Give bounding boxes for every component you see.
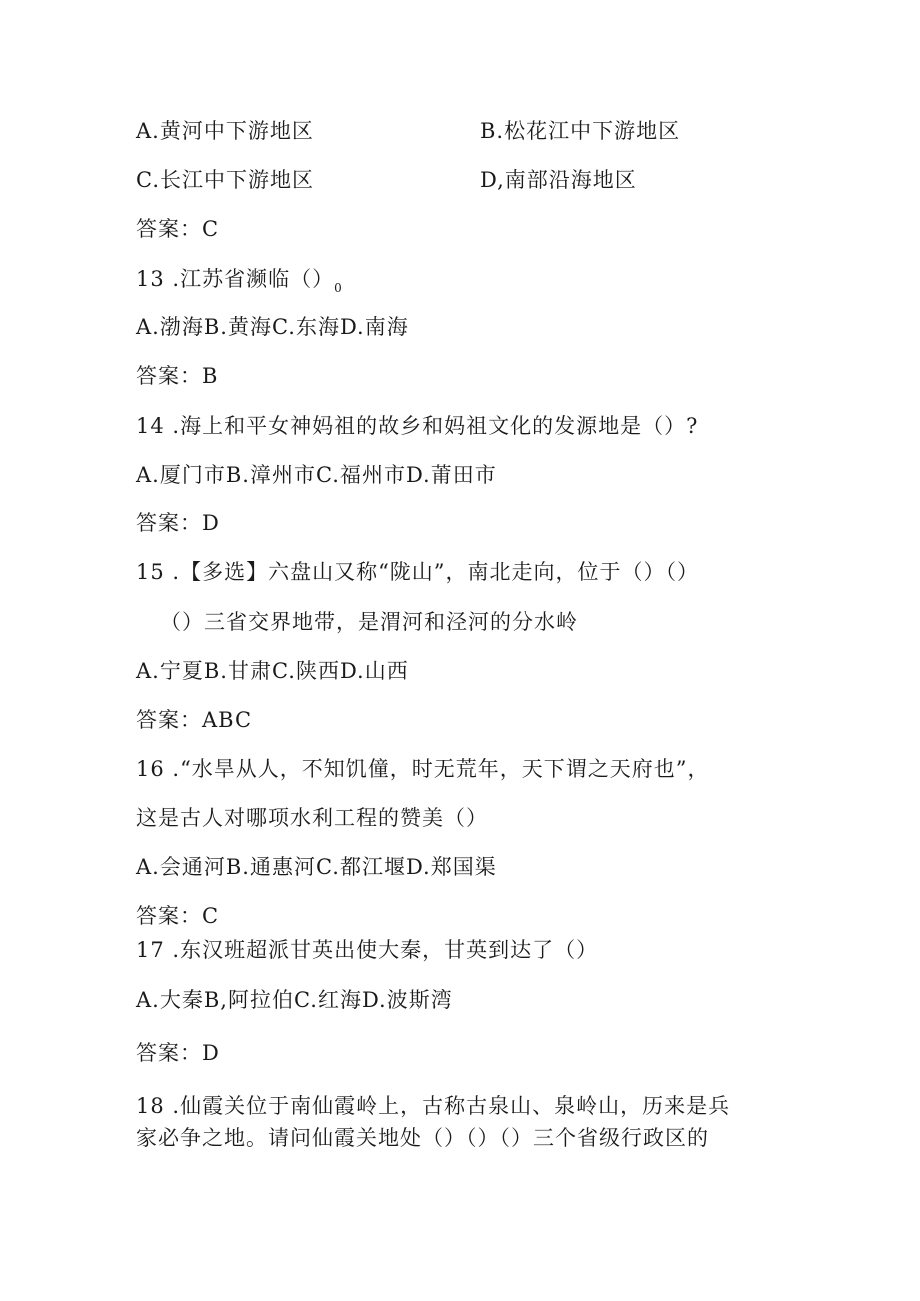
q17-options: A.大秦B,阿拉伯C.红海D.波斯湾 <box>136 988 453 1012</box>
q12-answer: 答案：C <box>136 217 220 241</box>
q15-question-line2: （）三省交界地带，是渭河和泾河的分水岭 <box>160 610 578 634</box>
q16-options: A.会通河B.通惠河C.都江堰D.郑国渠 <box>136 855 497 879</box>
q12-option-a: A.黄河中下游地区 <box>136 119 314 143</box>
q14-options: A.厦门市B.漳州市C.福州市D.莆田市 <box>136 463 497 487</box>
q15-options: A.宁夏B.甘肃C.陕西D.山西 <box>136 659 409 683</box>
q13-question-text: 13 .江苏省濒临（） <box>136 267 335 291</box>
q17-answer: 答案：D <box>136 1041 220 1065</box>
q14-answer: 答案：D <box>136 511 220 535</box>
q14-question: 14 .海上和平女神妈祖的故乡和妈祖文化的发源地是（）? <box>136 414 699 438</box>
q16-answer: 答案：C <box>136 904 220 928</box>
q12-option-d: D,南部沿海地区 <box>480 168 637 192</box>
q16-question-line2: 这是古人对哪项水利工程的赞美（） <box>136 806 488 830</box>
q15-answer: 答案：ABC <box>136 708 253 732</box>
q18-question-line2: 家必争之地。请问仙霞关地处（）（）（）三个省级行政区的 <box>136 1126 709 1150</box>
q15-question-line1: 15 .【多选】六盘山又称“陇山”，南北走向，位于（）（） <box>136 560 700 584</box>
q18-question-line1: 18 .仙霞关位于南仙霞岭上，古称古泉山、泉岭山，历来是兵 <box>136 1094 731 1118</box>
q12-option-b: B.松花江中下游地区 <box>480 119 681 143</box>
q13-options: A.渤海B.黄海C.东海D.南海 <box>136 315 409 339</box>
q13-question <box>136 265 343 302</box>
q13-answer: 答案：B <box>136 364 219 388</box>
q12-option-c: C.长江中下游地区 <box>136 168 314 192</box>
q13-question-mark: 0 <box>334 281 343 295</box>
q17-question: 17 .东汉班超派甘英出使大秦，甘英到达了（） <box>136 938 599 962</box>
q16-question-line1: 16 .“水旱从人，不知饥僮，时无荒年，天下谓之天府也”， <box>136 757 710 781</box>
